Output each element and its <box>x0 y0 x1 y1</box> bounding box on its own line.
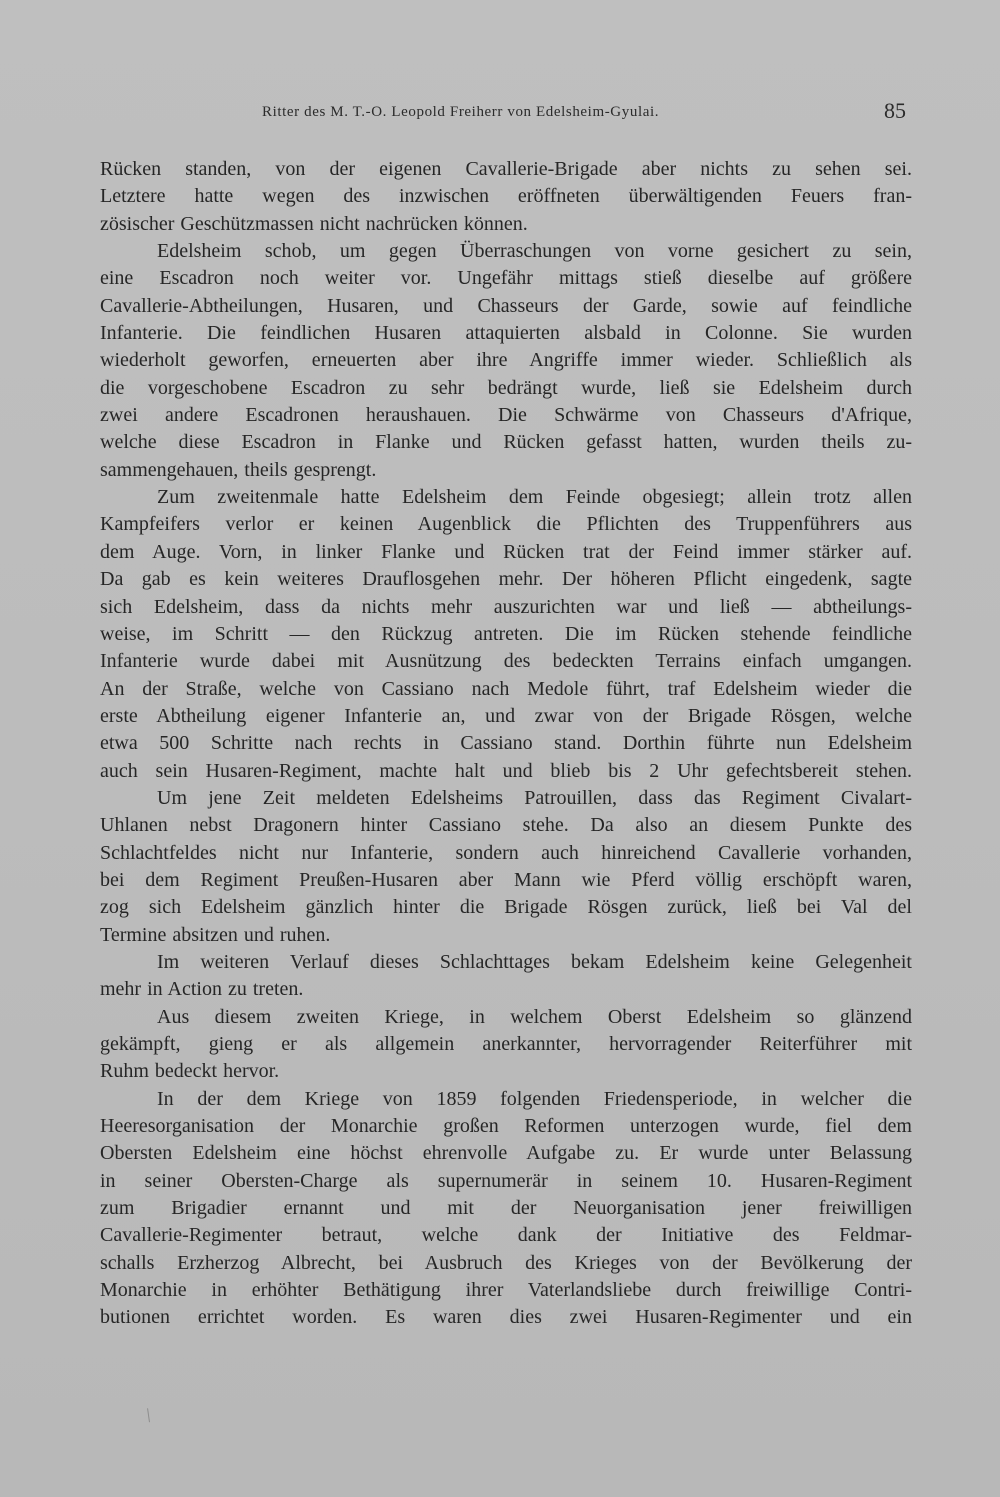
text-line: Termine absitzen und ruhen. <box>100 923 331 946</box>
text-line: Rücken standen, von der eigenen Cavallerie-Brigade aber nichts zu sehen sei. <box>100 158 912 180</box>
text-line: wiederholt geworfen, erneuerten aber ihre Angriffe immer wieder. Schließlich als <box>100 349 912 372</box>
text-line: Monarchie in erhöhter Bethätigung ihrer Vaterlandsliebe durch freiwillige Contri- <box>100 1279 912 1302</box>
text-line: butionen errichtet worden. Es waren dies zwei Husaren-Regimenter und ein <box>100 1306 912 1329</box>
text-line: Uhlanen nebst Dragonern hinter Cassiano stehe. Da also an diesem Punkte des <box>100 814 912 837</box>
text-line: Obersten Edelsheim eine höchst ehrenvolle Aufgabe zu. Er wurde unter Belassung <box>100 1142 912 1165</box>
text-line: zösischer Geschützmassen nicht nachrücken können. <box>100 212 528 235</box>
text-line: Letztere hatte wegen des inzwischen eröffneten überwältigenden Feuers fran- <box>100 185 912 208</box>
text-line: Cavallerie-Regimenter betraut, welche dank der Initiative des Feldmar- <box>100 1224 912 1247</box>
text-line: Infanterie wurde dabei mit Ausnützung des bedeckten Terrains einfach umgangen. <box>100 650 912 673</box>
text-line: eine Escadron noch weiter vor. Ungefähr mittags stieß dieselbe auf größere <box>100 267 912 290</box>
text-line: erste Abtheilung eigener Infanterie an, und zwar von der Brigade Rösgen, welche <box>100 704 912 727</box>
text-line: Heeresorganisation der Monarchie großen Reformen unterzogen wurde, fiel dem <box>100 1115 912 1138</box>
text-line: gekämpft, gieng er als allgemein anerkannter, hervorragender Reiterführer mit <box>100 1033 912 1055</box>
text-line: Kampfeifers verlor er keinen Augenblick die Pflichten des Truppenführers aus <box>100 513 912 536</box>
ink-mark <box>147 1408 154 1423</box>
text-line: Aus diesem zweiten Kriege, in welchem Oberst Edelsheim so glänzend <box>157 1005 912 1028</box>
text-line: Schlachtfeldes nicht nur Infanterie, sondern auch hinreichend Cavallerie vorhanden, <box>100 841 912 864</box>
text-line: welche diese Escadron in Flanke und Rücken gefasst hatten, wurden theils zu- <box>100 431 912 454</box>
text-line: schalls Erzherzog Albrecht, bei Ausbruch des Krieges von der Bevölkerung der <box>100 1251 912 1274</box>
text-line: Im weiteren Verlauf dieses Schlachttages bekam Edelsheim keine Gelegenheit <box>157 950 912 973</box>
text-line: mehr in Action zu treten. <box>100 978 304 1001</box>
text-line: auch sein Husaren-Regiment, machte halt und blieb bis 2 Uhr gefechtsbereit stehen. <box>100 759 912 782</box>
text-line: Infanterie. Die feindlichen Husaren attaquierten alsbald in Colonne. Sie wurden <box>100 322 912 345</box>
text-line: Edelsheim schob, um gegen Überraschungen von vorne gesichert zu sein, <box>157 240 912 263</box>
text-line: Ruhm bedeckt hervor. <box>100 1060 280 1083</box>
body-text <box>100 156 912 1332</box>
running-head <box>0 98 1000 138</box>
text-line: sich Edelsheim, dass da nichts mehr auszurichten war und ließ — abtheilungs- <box>100 595 912 618</box>
text-line: Zum zweitenmale hatte Edelsheim dem Feinde obgesiegt; allein trotz allen <box>157 486 912 509</box>
text-line: In der dem Kriege von 1859 folgenden Friedensperiode, in welcher die <box>157 1087 912 1110</box>
text-line: Cavallerie-Abtheilungen, Husaren, und Chasseurs der Garde, sowie auf feindliche <box>100 294 912 317</box>
text-line: sammengehauen, theils gesprengt. <box>100 458 377 481</box>
text-line: Um jene Zeit meldeten Edelsheims Patrouillen, dass das Regiment Civalart- <box>157 786 912 809</box>
text-line: bei dem Regiment Preußen-Husaren aber Mann wie Pferd völlig erschöpft waren, <box>100 868 912 891</box>
text-line: etwa 500 Schritte nach rechts in Cassiano stand. Dorthin führte nun Edelsheim <box>100 732 912 755</box>
text-line: An der Straße, welche von Cassiano nach Medole führt, traf Edelsheim wieder die <box>100 677 912 700</box>
text-line: weise, im Schritt — den Rückzug antreten. Die im Rücken stehende feindliche <box>100 622 912 645</box>
text-line: zwei andere Escadronen heraushauen. Die Schwärme von Chasseurs d'Afrique, <box>100 404 912 427</box>
text-line: in seiner Obersten-Charge als supernumerär in seinem 10. Husaren-Regiment <box>100 1169 912 1192</box>
text-line: Da gab es kein weiteres Drauflosgehen mehr. Der höheren Pflicht eingedenk, sagte <box>100 568 912 591</box>
text-line: die vorgeschobene Escadron zu sehr bedrängt wurde, ließ sie Edelsheim durch <box>100 376 912 399</box>
text-line: dem Auge. Vorn, in linker Flanke und Rücken trat der Feind immer stärker auf. <box>100 540 912 563</box>
page-number: 85 <box>884 98 906 123</box>
text-line: zum Brigadier ernannt und mit der Neuorganisation jener freiwilligen <box>100 1197 912 1220</box>
text-line: zog sich Edelsheim gänzlich hinter die Brigade Rösgen zurück, ließ bei Val del <box>100 896 912 919</box>
running-title: Ritter des M. T.-O. Leopold Freiherr von Edelsheim-Gyulai. <box>262 104 660 120</box>
